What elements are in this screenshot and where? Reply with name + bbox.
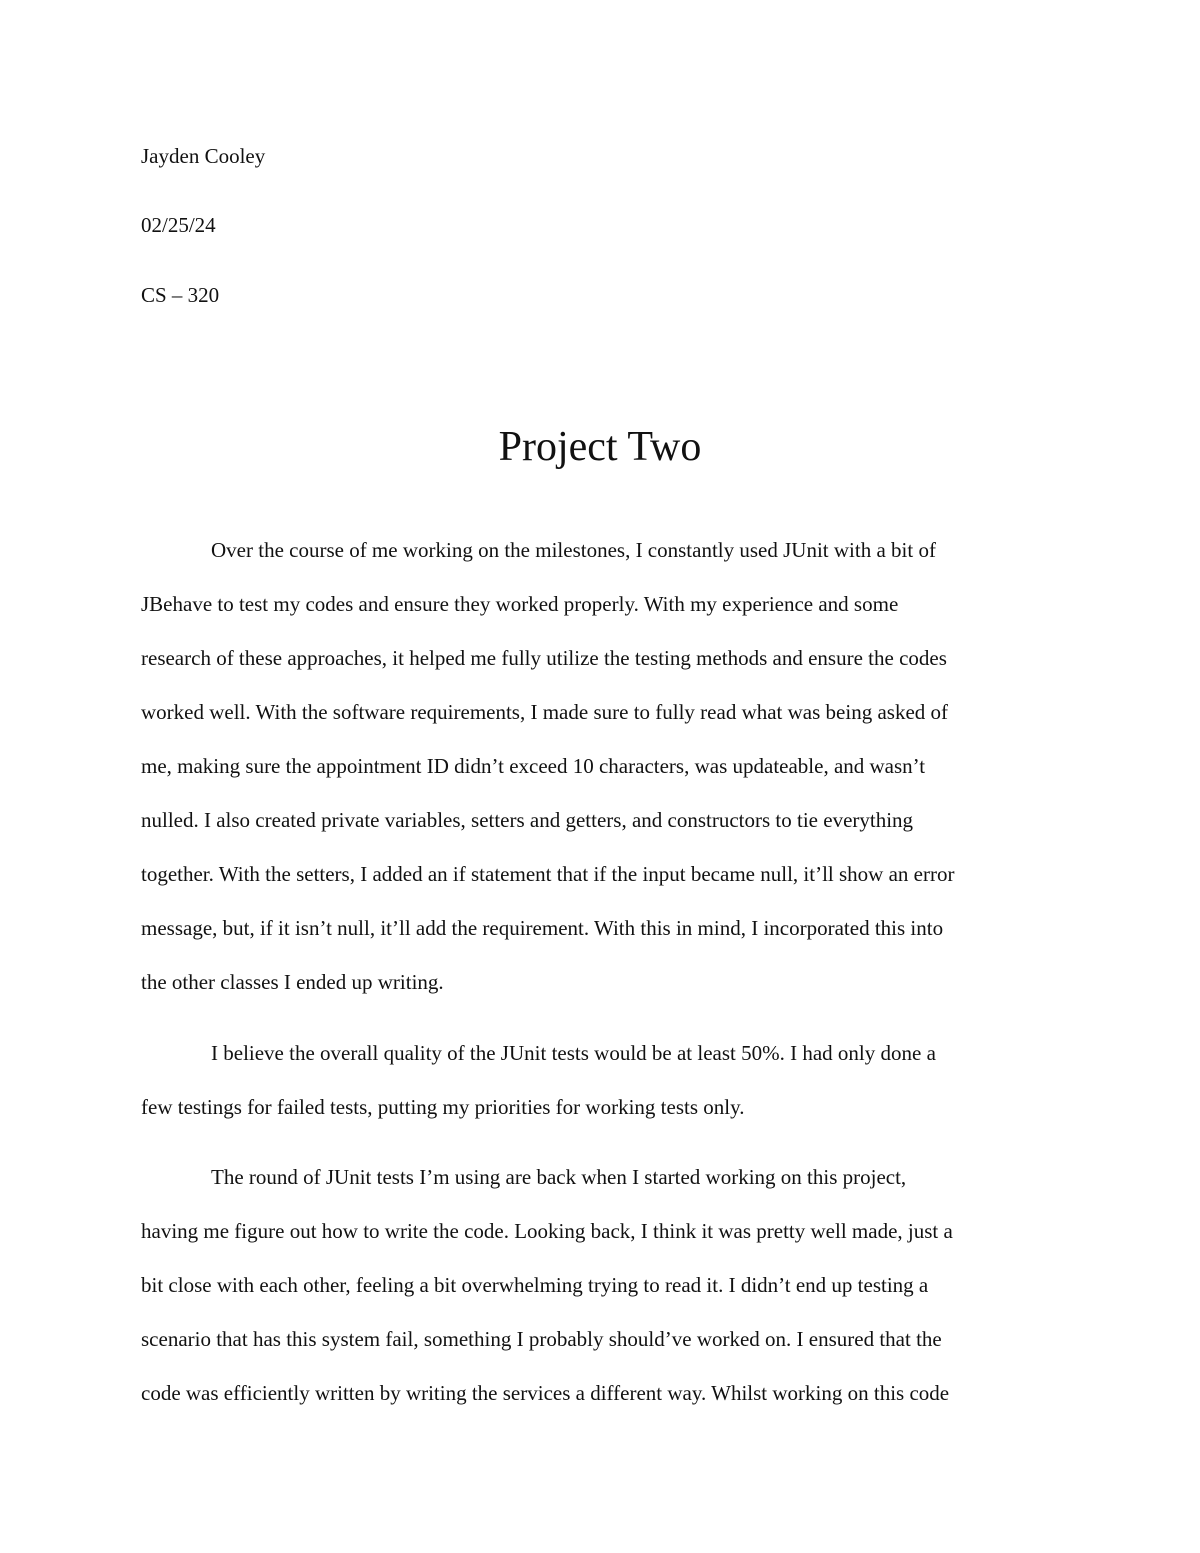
author-name: Jayden Cooley: [141, 144, 266, 168]
paragraph-line: I believe the overall quality of the JUnit tests would be at least 50%. I had only done a: [211, 1041, 936, 1065]
course-code: CS – 320: [141, 283, 220, 307]
paragraph-line: message, but, if it isn’t null, it’ll add the requirement. With this in mind, I incorporated this into: [141, 916, 944, 940]
paragraph-line: code was efficiently written by writing the services a different way. Whilst working on this code: [141, 1381, 950, 1405]
paragraph-line: together. With the setters, I added an if statement that if the input became null, it’ll show an error: [141, 862, 955, 886]
paragraph-line: few testings for failed tests, putting my priorities for working tests only.: [141, 1095, 745, 1119]
paragraph-line: worked well. With the software requirements, I made sure to fully read what was being asked of: [141, 700, 949, 724]
paragraph-line: Over the course of me working on the milestones, I constantly used JUnit with a bit of: [211, 538, 936, 562]
paragraph-line: nulled. I also created private variables, setters and getters, and constructors to tie everything: [141, 808, 914, 832]
paragraph-line: research of these approaches, it helped me fully utilize the testing methods and ensure the codes: [141, 646, 947, 670]
paragraph-line: JBehave to test my codes and ensure they worked properly. With my experience and some: [141, 592, 899, 616]
paragraph-line: having me figure out how to write the code. Looking back, I think it was pretty well made, just a: [141, 1219, 953, 1243]
paragraph-line: me, making sure the appointment ID didn’t exceed 10 characters, was updateable, and wasn’t: [141, 754, 926, 778]
paragraph-line: the other classes I ended up writing.: [141, 970, 444, 994]
paragraph-line: The round of JUnit tests I’m using are back when I started working on this project,: [211, 1165, 907, 1189]
paragraph-line: bit close with each other, feeling a bit overwhelming trying to read it. I didn’t end up testing a: [141, 1273, 929, 1297]
document-date: 02/25/24: [141, 213, 216, 237]
paragraph-line: scenario that has this system fail, something I probably should’ve worked on. I ensured that the: [141, 1327, 942, 1351]
document-title: Project Two: [498, 424, 702, 470]
